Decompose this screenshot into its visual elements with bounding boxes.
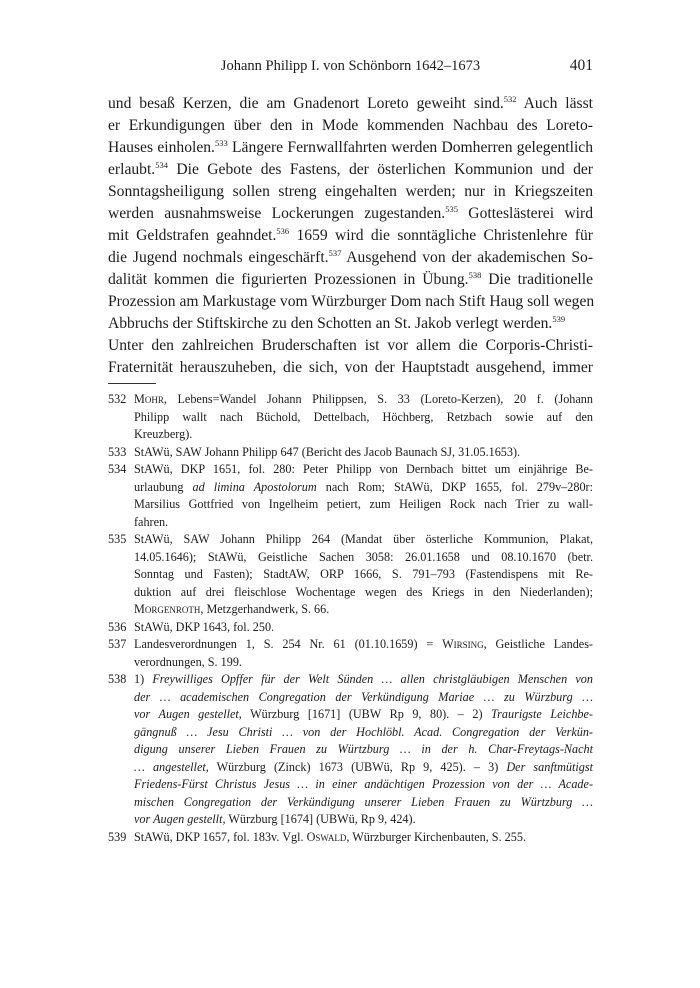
footnote: [108, 531, 593, 619]
footnote-line: [134, 461, 593, 479]
footnote-line: [134, 566, 593, 584]
text-segment: Ausgehend von der akademischen So-: [341, 249, 594, 266]
footnote-segment: Landesverordnungen 1, S. 254 Nr. 61 (01.10.1659) =: [134, 637, 443, 651]
footnote: [108, 444, 593, 462]
footnote-segment: , Würzburger Kirchenbauten, S. 255.: [346, 829, 527, 844]
footnote-number: 532: [108, 392, 127, 406]
footnote-segment: fahren.: [134, 514, 169, 529]
footnote-segment: Marsilius Gottfried von Ingelheim petiert, zum Heiligen Rock nach Trier zu wall-: [134, 497, 593, 511]
footnote-line: [134, 724, 593, 742]
footnote-ref[interactable]: 539: [552, 314, 566, 324]
text-segment: Gotteslästerei wird: [457, 205, 593, 222]
footnote-line: [134, 444, 593, 462]
footnote-line: [134, 479, 593, 497]
footnote-line: [134, 829, 593, 847]
footnote-line: [134, 636, 593, 654]
text-segment: Hauses einholen.: [108, 139, 215, 156]
footnote-number: 537: [108, 637, 127, 651]
text-segment: Die Gebote des Fastens, der österlichen Kommunion und der: [167, 161, 593, 178]
footnote-segment: mischen Congregation der Verkündigung unserer Lieben Frauen zu Würtzburg …: [134, 794, 593, 809]
footnote-segment: , Metzgerhandwerk, S. 66.: [200, 602, 330, 616]
footnote-line: [134, 776, 593, 794]
text-segment: Abbruchs der Stiftskirche zu den Schotten an St. Jakob verlegt werden.: [108, 315, 553, 332]
footnote-segment: StAWü, DKP 1651, fol. 280: Peter Philipp von Dernbach bittet um einjährige Be-: [134, 462, 593, 476]
footnote-segment: … angestellet: [134, 759, 206, 774]
footnote-line: [134, 496, 593, 514]
footnote-ref[interactable]: 534: [155, 160, 168, 170]
text-line: [108, 203, 593, 225]
footnote-segment: nach Rom; StAWü, DKP 1655, fol. 279v–280r:: [316, 479, 593, 494]
footnote-segment: 1): [134, 672, 153, 686]
footnote: [108, 671, 593, 829]
main-text: [108, 93, 593, 379]
text-line: [108, 291, 593, 313]
footnote-line: [134, 619, 593, 637]
text-segment: Prozession am Markustage vom Würzburger Dom nach Stift Haug soll wegen: [108, 293, 595, 310]
text-line: [108, 181, 593, 203]
footnote-segment: Freywilliges Opffer für der Welt Sünden … allen christgläubigen Menschen von: [152, 672, 593, 686]
footnote: [108, 391, 593, 444]
text-segment: er Erkundigungen über den in Mode kommenden Nachbau des Loreto-: [108, 117, 593, 134]
footnote-segment: , Würzburg [1674] (UBWü, Rp 9, 424).: [222, 812, 416, 826]
footnote-segment: StAWü, SAW Johann Philipp 647 (Bericht des Jacob Baunach SJ, 31.05.1653).: [134, 444, 521, 459]
footnote-line: [134, 531, 593, 549]
footnote-segment: Traurigste Leichbe-: [491, 707, 593, 721]
footnote-line: [134, 794, 593, 812]
footnote-line: [134, 391, 593, 409]
footnote-segment: , Lebens=Wandel Johann Philippsen, S. 33 (Loreto-Kerzen), 20 f. (Johann: [163, 392, 593, 406]
footnote-line: [134, 741, 593, 759]
footnote-segment: StAWü, DKP 1643, fol. 250.: [134, 619, 275, 634]
footnote-ref[interactable]: 538: [468, 270, 482, 280]
footnote-line: [134, 689, 593, 707]
text-segment: Unter den zahlreichen Bruderschaften ist vor allem die Corporis-Christi-: [108, 337, 593, 354]
footnote-number: 534: [108, 462, 127, 476]
footnote-line: [134, 654, 593, 672]
footnote-line: [134, 811, 593, 829]
footnote-segment: duktion auf drei fleischlose Wochentage wegen des Kriegs in den Niederlanden);: [134, 584, 593, 599]
text-segment: und besaß Kerzen, die am Gnadenort Loreto geweiht sind.: [108, 95, 504, 112]
footnote-line: [134, 584, 593, 602]
footnote-segment: Wirsing: [442, 637, 484, 651]
footnote-segment: Der sanftmütigst: [506, 759, 594, 774]
footnote-ref[interactable]: 536: [276, 226, 290, 236]
footnote-line: [134, 759, 593, 777]
footnote-ref[interactable]: 535: [445, 204, 458, 214]
text-segment: werden ausnahmsweise Lockerungen zugestanden.: [108, 205, 446, 222]
footnote-line: [134, 549, 593, 567]
footnote-segment: 14.05.1646); StAWü, Geistliche Sachen 3058: 26.01.1658 und 08.10.1670 (betr.: [134, 549, 593, 564]
text-segment: erlaubt.: [108, 161, 156, 178]
footnotes: [108, 391, 593, 846]
footnote-segment: StAWü, DKP 1657, fol. 183v. Vgl.: [134, 829, 307, 844]
text-segment: Auch lässt: [516, 95, 593, 112]
text-segment: mit Geldstrafen geahndet.: [108, 227, 277, 244]
text-line: [108, 137, 593, 159]
text-segment: dalität kommen die figurierten Prozessionen in Übung.: [108, 271, 469, 288]
footnote: [108, 619, 593, 637]
footnote-number: 539: [108, 829, 127, 844]
footnote-separator: [108, 383, 156, 384]
footnote-segment: StAWü, SAW Johann Philipp 264 (Mandat über österliche Kommunion, Plakat,: [134, 532, 593, 546]
text-segment: 1659 wird die sonntägliche Christenlehre für: [289, 227, 593, 244]
footnote-segment: verordnungen, S. 199.: [134, 654, 242, 669]
text-segment: Die traditionelle: [481, 271, 593, 288]
footnote-segment: Mohr: [134, 392, 164, 406]
footnote-number: 535: [108, 532, 127, 546]
footnote-segment: ad limina Apostolorum: [192, 479, 317, 494]
running-title: Johann Philipp I. von Schönborn 1642–1673: [220, 58, 481, 74]
text-segment: Sonntagsheiligung sollen streng eingehalten werden; nur in Kriegszeiten: [108, 183, 593, 200]
footnote-line: [134, 514, 593, 532]
text-line: [108, 115, 593, 137]
footnote-line: [134, 706, 593, 724]
footnote-segment: Friedens-Fürst Christus Jesus … in einer andächtigen Prozession von der … Acade-: [134, 777, 593, 791]
text-line: [108, 225, 593, 247]
text-segment: Längere Fernwallfahrten werden Domherren gelegentlich: [227, 139, 594, 156]
footnote: [108, 829, 593, 847]
footnote-segment: Sonntag und Fasten); StadtAW, ORP 1666, S. 791–793 (Fastendispens mit Re-: [134, 567, 593, 581]
footnote-number: 533: [108, 444, 127, 459]
footnote-ref[interactable]: 537: [328, 248, 342, 258]
footnote-segment: vor Augen gestellt: [134, 812, 223, 826]
footnote: [108, 461, 593, 531]
text-line: [108, 313, 593, 335]
text-segment: Fraternität herauszuheben, die sich, von der Hauptstadt ausgehend, immer: [108, 359, 593, 376]
footnote-line: [134, 601, 593, 619]
footnote-segment: der … academischen Congregation der Verkündigung Mariae … zu Würzburg …: [134, 689, 593, 704]
page-number: 401: [569, 57, 593, 74]
footnote-segment: , Würzburg [1671] (UBW Rp 9, 80). – 2): [238, 707, 492, 721]
footnote-segment: urlaubung: [134, 479, 193, 494]
text-line: [108, 335, 593, 357]
footnote-line: [134, 426, 593, 444]
footnote-segment: Morgenroth: [134, 602, 201, 616]
footnote-segment: gängnuß … Jesu Christi … von der Hochlöbl. Acad. Congregation der Verkün-: [134, 724, 593, 739]
footnote-segment: , Würzburg (Zinck) 1673 (UBWü, Rp 9, 425). – 3): [205, 759, 507, 774]
footnote-line: [134, 671, 593, 689]
footnote-ref[interactable]: 533: [214, 138, 228, 148]
footnote-ref[interactable]: 532: [503, 94, 517, 104]
text-line: [108, 269, 593, 291]
text-line: [108, 93, 593, 115]
footnote-segment: , Geistliche Landes-: [483, 637, 593, 651]
footnote: [108, 636, 593, 671]
footnote-segment: Oswald: [306, 829, 347, 844]
footnote-number: 538: [108, 672, 127, 686]
footnote-segment: vor Augen gestellet: [134, 707, 239, 721]
footnote-segment: Kreuzberg).: [134, 427, 193, 441]
footnote-line: [134, 409, 593, 427]
footnote-number: 536: [108, 619, 127, 634]
footnote-segment: Philipp wallt nach Büchold, Dettelbach, Höchberg, Retzbach sowie auf den: [134, 409, 593, 424]
footnote-segment: digung unserer Lieben Frauen zu Würtzburg … in der h. Char-Freytags-Nacht: [134, 742, 593, 756]
text-line: [108, 159, 593, 181]
text-line: [108, 247, 593, 269]
text-line: [108, 357, 593, 379]
text-segment: die Jugend nochmals eingeschärft.: [108, 249, 329, 266]
running-header: [108, 56, 593, 78]
